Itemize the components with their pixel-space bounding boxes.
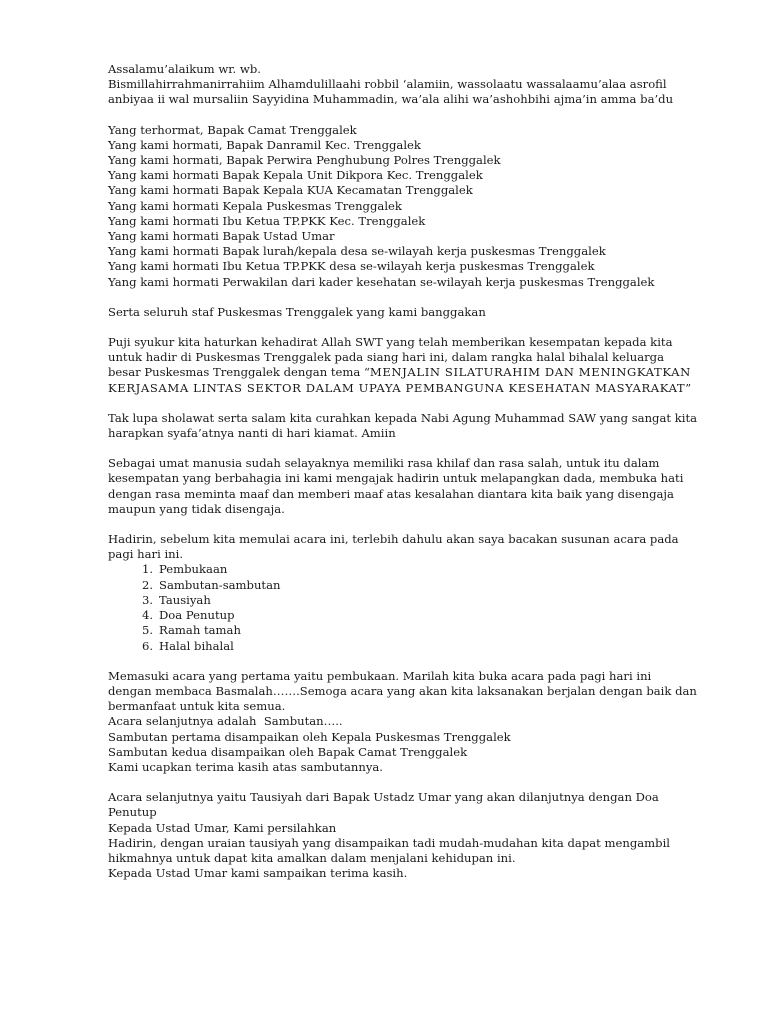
agenda-item: 5. Ramah tamah [141,623,241,638]
staff-line: Serta seluruh staf Puskesmas Trenggalek yang kami banggakan [108,304,486,319]
tausiyah-section [108,790,728,881]
opening-section-line: Sambutan kedua disampaikan oleh Bapak Camat Trenggalek [108,744,468,759]
salutation-list [108,123,728,290]
salutation-line: Yang kami hormati, Bapak Perwira Penghubung Polres Trenggalek [108,153,501,168]
tausiyah-line: Acara selanjutnya yaitu Tausiyah dari Bapak Ustadz Umar yang akan dilanjutnya dengan Doa Penutup [108,790,659,820]
agenda-item: 4. Doa Penutup [141,608,235,623]
salutation-line: Yang terhormat, Bapak Camat Trenggalek [108,122,357,137]
greeting: Assalamu’alaikum wr. wb. [108,62,261,76]
tausiyah-line: Kepada Ustad Umar, Kami persilahkan [108,820,337,835]
agenda-list [108,562,728,653]
praise-text: Puji syukur kita haturkan kehadirat Allah SWT yang telah memberikan kesempatan kepada kita untuk hadir di Puskesmas Trenggalek pada siang hari ini, dalam rangka halal bihalal keluarga besar Puskesmas Trenggalek dengan tema “ [108,335,673,380]
salutation-line: Yang kami hormati, Bapak Danramil Kec. Trenggalek [108,137,421,152]
forgiveness-paragraph: Sebagai umat manusia sudah selayaknya memiliki rasa khilaf dan rasa salah, untuk itu dalam kesempatan yang berbahagia ini kami mengajak hadirin untuk melapangkan dada, membuka hati dengan rasa meminta maaf dan memberi maaf atas kesalahan diantara kita baik yang disengaja maupun yang tidak disengaja. [108,456,684,516]
salutation-line: Yang kami hormati Ibu Ketua TP.PKK Kec. Trenggalek [108,213,426,228]
salutation-line: Yang kami hormati Kepala Puskesmas Trenggalek [108,198,402,213]
opening-section [108,669,728,775]
agenda-intro: Hadirin, sebelum kita memulai acara ini, terlebih dahulu akan saya bacakan susunan acara pada pagi hari ini. [108,532,679,562]
salutation-line: Yang kami hormati Ibu Ketua TP.PKK desa se-wilayah kerja puskesmas Trenggalek [108,259,595,274]
opening-section-line: Kami ucapkan terima kasih atas sambutannya. [108,759,383,774]
tausiyah-line: Hadirin, dengan uraian tausiyah yang disampaikan tadi mudah-mudahan kita dapat mengambil hikmahnya untuk dapat kita amalkan dalam menjalani kehidupan ini. [108,835,671,865]
opening-prayer: Bismillahirrahmanirrahiim Alhamdulillaahi robbil ‘alamiin, wassolaatu wassalaamu’alaa asrofil anbiyaa ii wal mursaliin Sayyidina Muhammadin, wa’ala alihi wa’ashohbihi ajma’in amma ba’du [108,77,674,107]
praise-paragraph [108,335,698,396]
agenda-item: 6. Halal bihalal [141,638,234,653]
salutation-line: Yang kami hormati Perwakilan dari kader kesehatan se-wilayah kerja puskesmas Trenggalek [108,274,655,289]
tausiyah-line: Kepada Ustad Umar kami sampaikan terima kasih. [108,866,408,881]
opening-section-line: Memasuki acara yang pertama yaitu pembukaan. Marilah kita buka acara pada pagi hari ini dengan membaca Basmalah…….Semoga acara yang akan kita laksanakan berjalan dengan baik dan bermanfaat untuk kita semua. [108,668,697,714]
opening-section-line: Acara selanjutnya adalah Sambutan….. [108,714,343,729]
agenda-item: 1. Pembukaan [141,562,228,577]
salutation-line: Yang kami hormati Bapak Kepala KUA Kecamatan Trenggalek [108,183,473,198]
salutation-line: Yang kami hormati Bapak Ustad Umar [108,229,335,244]
sholawat-paragraph: Tak lupa sholawat serta salam kita curahkan kepada Nabi Agung Muhammad SAW yang sangat kita harapkan syafa’atnya nanti di hari kiamat. Amiin [108,410,698,441]
opening-section-line: Sambutan pertama disampaikan oleh Kepala Puskesmas Trenggalek [108,729,511,744]
theme-text: MENJALIN SILATURAHIM DAN MENINGKATKAN KERJASAMA LINTAS SEKTOR DALAM UPAYA PEMBANGUNA KESEHATAN MASYARAKAT” [108,365,692,395]
salutation-line: Yang kami hormati Bapak Kepala Unit Dikpora Kec. Trenggalek [108,168,483,183]
agenda-item: 2. Sambutan-sambutan [141,577,281,592]
agenda-item: 3. Tausiyah [141,592,211,607]
salutation-line: Yang kami hormati Bapak lurah/kepala desa se-wilayah kerja puskesmas Trenggalek [108,244,606,259]
